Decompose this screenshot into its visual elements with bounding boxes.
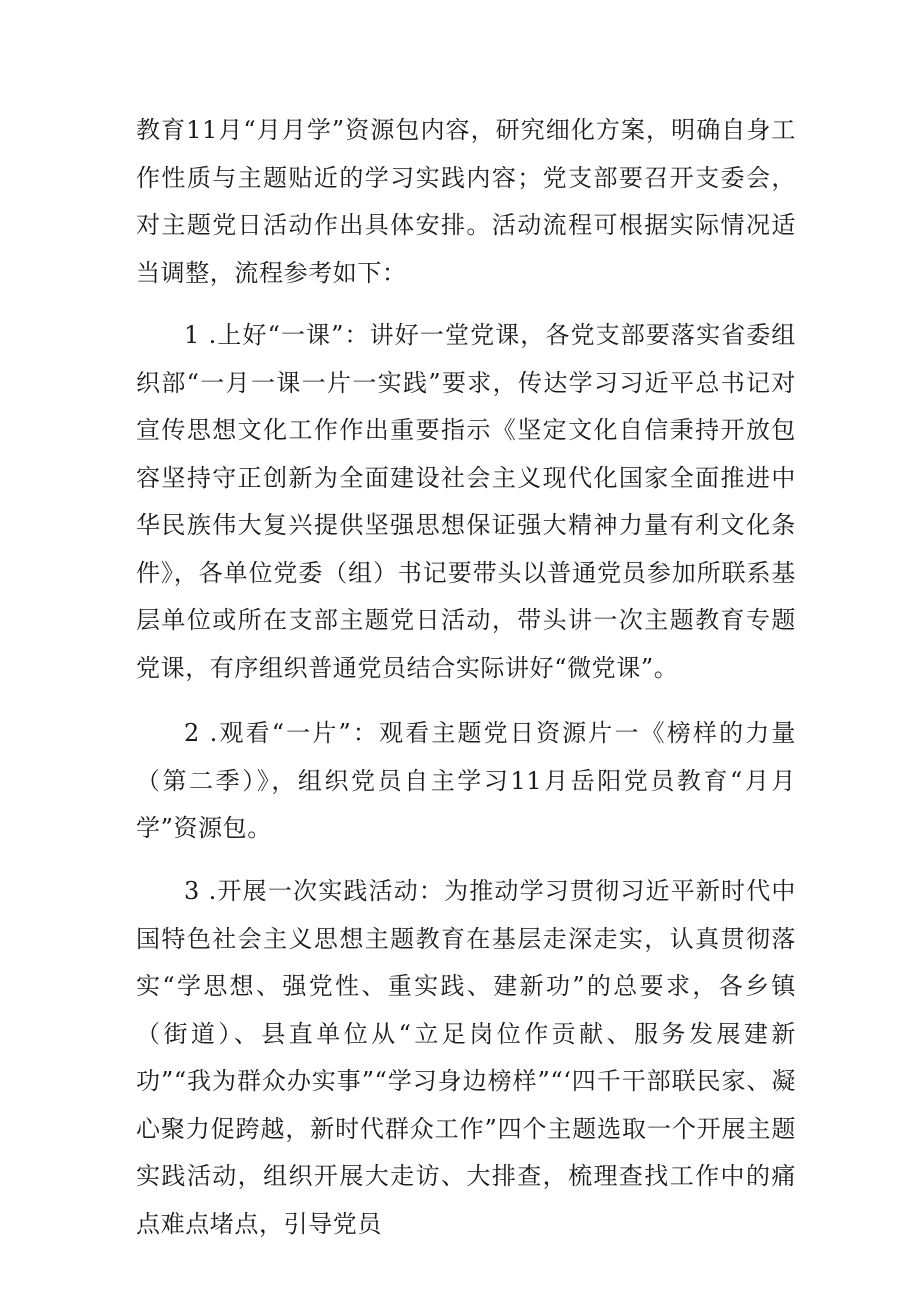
paragraph-item-2-text: 2 .观看“一片”：观看主题党日资源片一《榜样的力量（第二季）》，组织党员自主学习11月岳阳党员教育“月月学”资源包。 bbox=[136, 719, 796, 842]
paragraph-item-2 bbox=[136, 710, 796, 853]
paragraph-intro-text: 教育11月“月月学”资源包内容，研究细化方案，明确自身工作性质与主题贴近的学习实践内容；党支部要召开支委会，对主题党日活动作出具体安排。活动流程可根据实际情况适当调整，流程参考如下： bbox=[136, 116, 796, 287]
paragraph-item-1-text: 1 .上好“一课”：讲好一堂党课，各党支部要落实省委组织部“一月一课一片一实践”要求，传达学习习近平总书记对宣传思想文化工作作出重要指示《坚定文化自信秉持开放包容坚持守正创新为全面建设社会主义现代化国家全面推进中华民族伟大复兴提供坚强思想保证强大精神力量有利文化条件》，各单位党委（组）书记要带头以普通党员参加所联系基层单位或所在支部主题党日活动，带头讲一次主题教育专题党课，有序组织普通党员结合实际讲好“微党课”。 bbox=[136, 321, 796, 682]
paragraph-item-3-text: 3 .开展一次实践活动：为推动学习贯彻习近平新时代中国特色社会主义思想主题教育在基层走深走实，认真贯彻落实“学思想、强党性、重实践、建新功”的总要求，各乡镇（街道）、县直单位从“立足岗位作贡献、服务发展建新功”“我为群众办实事”“学习身边榜样”“‘四千干部联民家、凝心聚力促跨越，新时代群众工作”四个主题选取一个开展主题实践活动，组织开展大走访、大排查，梳理查找工作中的痛点难点堵点，引导党员 bbox=[136, 877, 796, 1238]
paragraph-item-3 bbox=[136, 868, 796, 1248]
paragraph-intro bbox=[136, 107, 796, 297]
paragraph-item-1 bbox=[136, 312, 796, 692]
